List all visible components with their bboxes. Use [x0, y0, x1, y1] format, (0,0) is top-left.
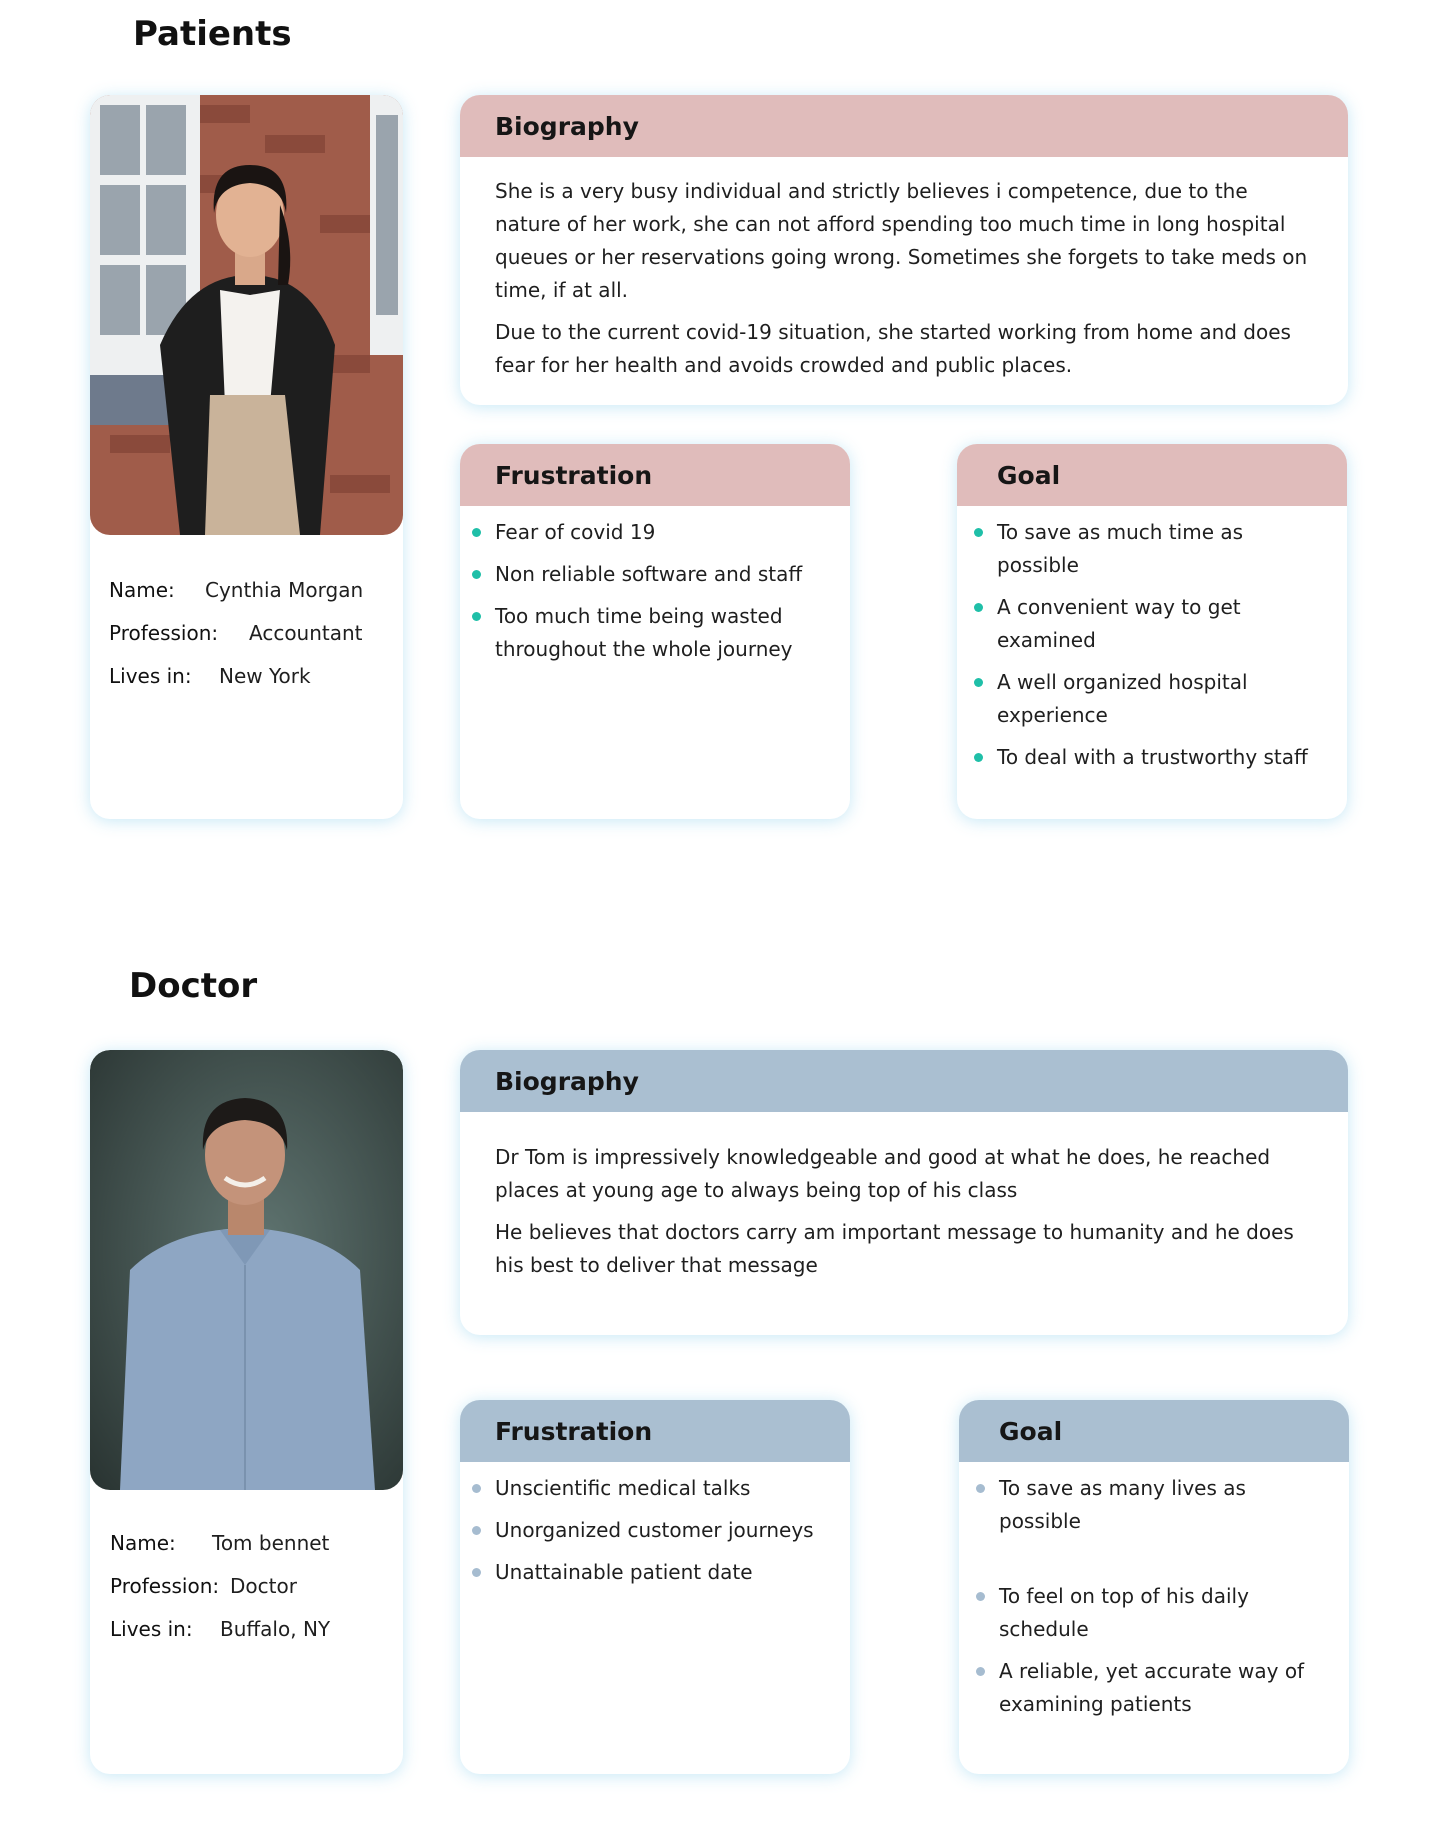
patient-name: Cynthia Morgan	[205, 578, 364, 602]
name-label: Name:	[109, 578, 175, 602]
doctor-goal-card	[959, 1400, 1349, 1774]
patient-photo	[90, 95, 403, 535]
biography-paragraph: She is a very busy individual and strictly believes i competence, due to the nature of her work, she can not afford spending too much time in long hospital queues or her reservations going wrong. Sometimes she forgets to take meds on time, if at all.	[495, 179, 1308, 302]
list-item	[495, 558, 830, 591]
list-item	[997, 516, 1312, 582]
patient-goal-card	[957, 444, 1347, 819]
goal-title: Goal	[959, 1400, 1349, 1462]
patient-profession: Accountant	[249, 621, 363, 645]
goal-list	[957, 506, 1347, 774]
list-item-text: Fear of covid 19	[495, 520, 656, 544]
biography-body	[460, 1112, 1348, 1282]
patient-location: New York	[219, 664, 311, 688]
list-item	[999, 1655, 1324, 1721]
list-item-text: A reliable, yet accurate way of examining patients	[999, 1659, 1305, 1716]
frustration-list	[460, 506, 850, 666]
patient-lives-row	[109, 655, 403, 698]
list-item	[999, 1580, 1324, 1646]
list-item-text: A well organized hospital experience	[997, 670, 1248, 727]
bullet-icon	[472, 1568, 481, 1577]
frustration-title: Frustration	[460, 444, 850, 506]
goal-title: Goal	[957, 444, 1347, 506]
list-item	[495, 600, 830, 666]
biography-paragraph: Due to the current covid-19 situation, she started working from home and does fear for her health and avoids crowded and public places.	[495, 320, 1291, 377]
list-item	[997, 591, 1312, 657]
bullet-icon	[974, 603, 983, 612]
patient-profession-row	[109, 612, 403, 655]
list-item	[997, 666, 1312, 732]
list-item	[997, 741, 1312, 774]
doctor-profile-card	[90, 1050, 403, 1774]
list-item-text: To feel on top of his daily schedule	[999, 1584, 1249, 1641]
doctor-frustration-card	[460, 1400, 850, 1774]
patient-profile-card	[90, 95, 403, 819]
lives-label: Lives in:	[109, 664, 192, 688]
biography-title: Biography	[460, 95, 1348, 157]
list-item	[495, 1514, 830, 1547]
list-item-text: A convenient way to get examined	[997, 595, 1241, 652]
biography-paragraph: Dr Tom is impressively knowledgeable and good at what he does, he reached places at young age to always being top of his class	[495, 1145, 1271, 1202]
list-item-text: Too much time being wasted throughout the whole journey	[495, 604, 793, 661]
doctor-biography-card	[460, 1050, 1348, 1335]
bullet-icon	[974, 528, 983, 537]
patients-section-title: Patients	[133, 14, 292, 54]
patient-biography-card	[460, 95, 1348, 405]
doctor-name: Tom bennet	[212, 1531, 330, 1555]
list-item-text: Unattainable patient date	[495, 1560, 753, 1584]
doctor-profession: Doctor	[230, 1574, 297, 1598]
list-item-text: To save as many lives as possible	[999, 1476, 1246, 1533]
bullet-icon	[976, 1484, 985, 1493]
bullet-icon	[974, 753, 983, 762]
profession-label: Profession:	[109, 621, 219, 645]
list-item-text: Non reliable software and staff	[495, 562, 803, 586]
doctor-photo	[90, 1050, 403, 1490]
bullet-icon	[976, 1667, 985, 1676]
doctor-location: Buffalo, NY	[220, 1617, 331, 1641]
bullet-icon	[472, 528, 481, 537]
list-item	[495, 1472, 830, 1505]
biography-body	[460, 157, 1348, 382]
list-item	[495, 516, 830, 549]
bullet-icon	[974, 678, 983, 687]
doctor-info	[90, 1490, 403, 1651]
bullet-icon	[472, 612, 481, 621]
bullet-icon	[472, 570, 481, 579]
profession-label: Profession:	[110, 1574, 220, 1598]
biography-paragraph: He believes that doctors carry am important message to humanity and he does his best to deliver that message	[495, 1220, 1294, 1277]
bullet-icon	[472, 1484, 481, 1493]
frustration-title: Frustration	[460, 1400, 850, 1462]
bullet-icon	[976, 1592, 985, 1601]
list-item-text: Unorganized customer journeys	[495, 1518, 814, 1542]
list-item-text: Unscientific medical talks	[495, 1476, 751, 1500]
list-item	[999, 1472, 1324, 1538]
biography-title: Biography	[460, 1050, 1348, 1112]
bullet-icon	[472, 1526, 481, 1535]
lives-label: Lives in:	[110, 1617, 193, 1641]
doctor-name-row	[110, 1522, 403, 1565]
list-item-text: To save as much time as possible	[997, 520, 1244, 577]
list-item	[495, 1556, 830, 1589]
doctor-profession-row	[110, 1565, 403, 1608]
list-item-text: To deal with a trustworthy staff	[997, 745, 1308, 769]
frustration-list	[460, 1462, 850, 1589]
goal-list	[959, 1462, 1349, 1721]
doctor-lives-row	[110, 1608, 403, 1651]
doctor-section-title: Doctor	[129, 966, 258, 1006]
patient-name-row	[109, 569, 403, 612]
patient-info	[90, 535, 403, 698]
name-label: Name:	[110, 1531, 176, 1555]
patient-frustration-card	[460, 444, 850, 819]
